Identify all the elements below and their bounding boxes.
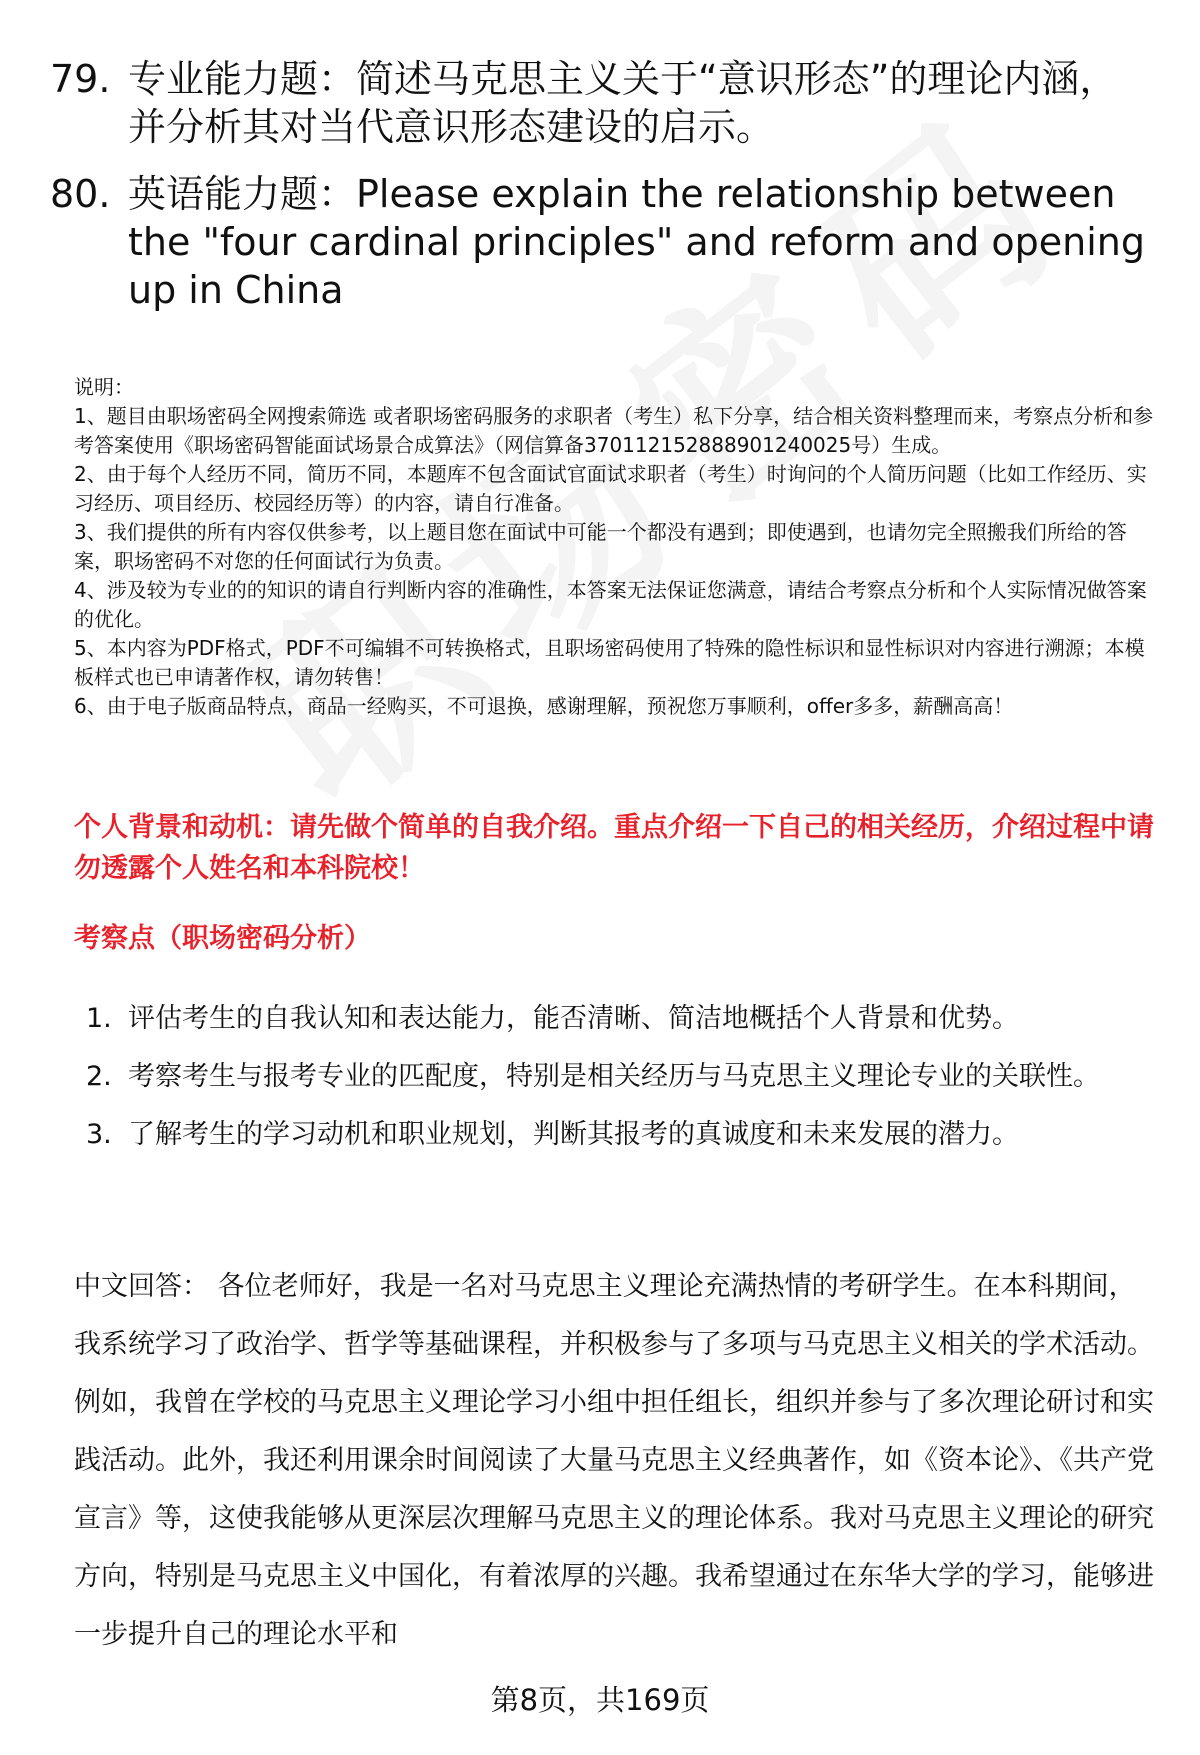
list-number: 2.: [86, 1061, 112, 1092]
list-item: [74, 990, 1154, 1048]
note-item: 6、由于电子版商品特点，商品一经购买，不可退换，感谢理解，预祝您万事顺利，offer多多，薪酬高高！: [74, 694, 1014, 718]
note-item: 2、由于每个人经历不同，简历不同，本题库不包含面试官面试求职者（考生）时询问的个人简历问题（比如工作经历、实习经历、项目经历、校园经历等）的内容，请自行准备。: [74, 462, 1147, 515]
note-item: 5、本内容为PDF格式，PDF不可编辑不可转换格式，且职场密码使用了特殊的隐性标识和显性标识对内容进行溯源；本模板样式也已申请著作权，请勿转售！: [74, 636, 1145, 689]
list-text: 考察考生与报考专业的匹配度，特别是相关经历与马克思主义理论专业的关联性。: [128, 1061, 1100, 1092]
list-number: 3.: [86, 1119, 112, 1150]
section-heading: 个人背景和动机：请先做个简单的自我介绍。重点介绍一下自己的相关经历，介绍过程中请勿透露个人姓名和本科院校！: [74, 812, 1154, 884]
list-item: [74, 1106, 1154, 1164]
question-number: 79.: [50, 57, 111, 101]
question-80: [50, 170, 1150, 314]
question-text: 专业能力题：简述马克思主义关于“意识形态”的理论内涵，并分析其对当代意识形态建设的启示。: [128, 57, 1118, 149]
list-number: 1.: [86, 1003, 112, 1034]
list-text: 了解考生的学习动机和职业规划，判断其报考的真诚度和未来发展的潜力。: [128, 1119, 1019, 1150]
note-item: 4、涉及较为专业的的知识的请自行判断内容的准确性，本答案无法保证您满意，请结合考察点分析和个人实际情况做答案的优化。: [74, 578, 1147, 631]
question-79: [50, 55, 1150, 151]
page-number: 第8页，共169页: [490, 1683, 710, 1717]
list-text: 评估考生的自我认知和表达能力，能否清晰、简洁地概括个人背景和优势。: [128, 1003, 1019, 1034]
note-item: 1、题目由职场密码全网搜索筛选 或者职场密码服务的求职者（考生）私下分享，结合相关资料整理而来，考察点分析和参考答案使用《职场密码智能面试场景合成算法》（网信算备370112152888901240025号）生成。: [74, 404, 1154, 457]
question-number: 80.: [50, 172, 111, 216]
analysis-points: [74, 990, 1154, 1164]
analysis-title: 考察点（职场密码分析）: [74, 923, 371, 954]
note-item: 3、我们提供的所有内容仅供参考，以上题目您在面试中可能一个都没有遇到；即使遇到，也请勿完全照搬我们所给的答案，职场密码不对您的任何面试行为负责。: [74, 520, 1127, 573]
notes-title: 说明：: [74, 375, 134, 399]
question-text: 英语能力题：Please explain the relationship between the "four cardinal principles" and reform and opening up in China: [128, 172, 1145, 312]
answer-paragraph: 中文回答： 各位老师好，我是一名对马克思主义理论充满热情的考研学生。在本科期间，我系统学习了政治学、哲学等基础课程，并积极参与了多项与马克思主义相关的学术活动。例如，我曾在学校的马克思主义理论学习小组中担任组长，组织并参与了多次理论研讨和实践活动。此外，我还利用课余时间阅读了大量马克思主义经典著作，如《资本论》、《共产党宣言》等，这使我能够从更深层次理解马克思主义的理论体系。我对马克思主义理论的研究方向，特别是马克思主义中国化，有着浓厚的兴趣。我希望通过在东华大学的学习，能够进一步提升自己的理论水平和: [74, 1271, 1154, 1650]
list-item: [74, 1048, 1154, 1106]
notes-section: [74, 373, 1159, 721]
